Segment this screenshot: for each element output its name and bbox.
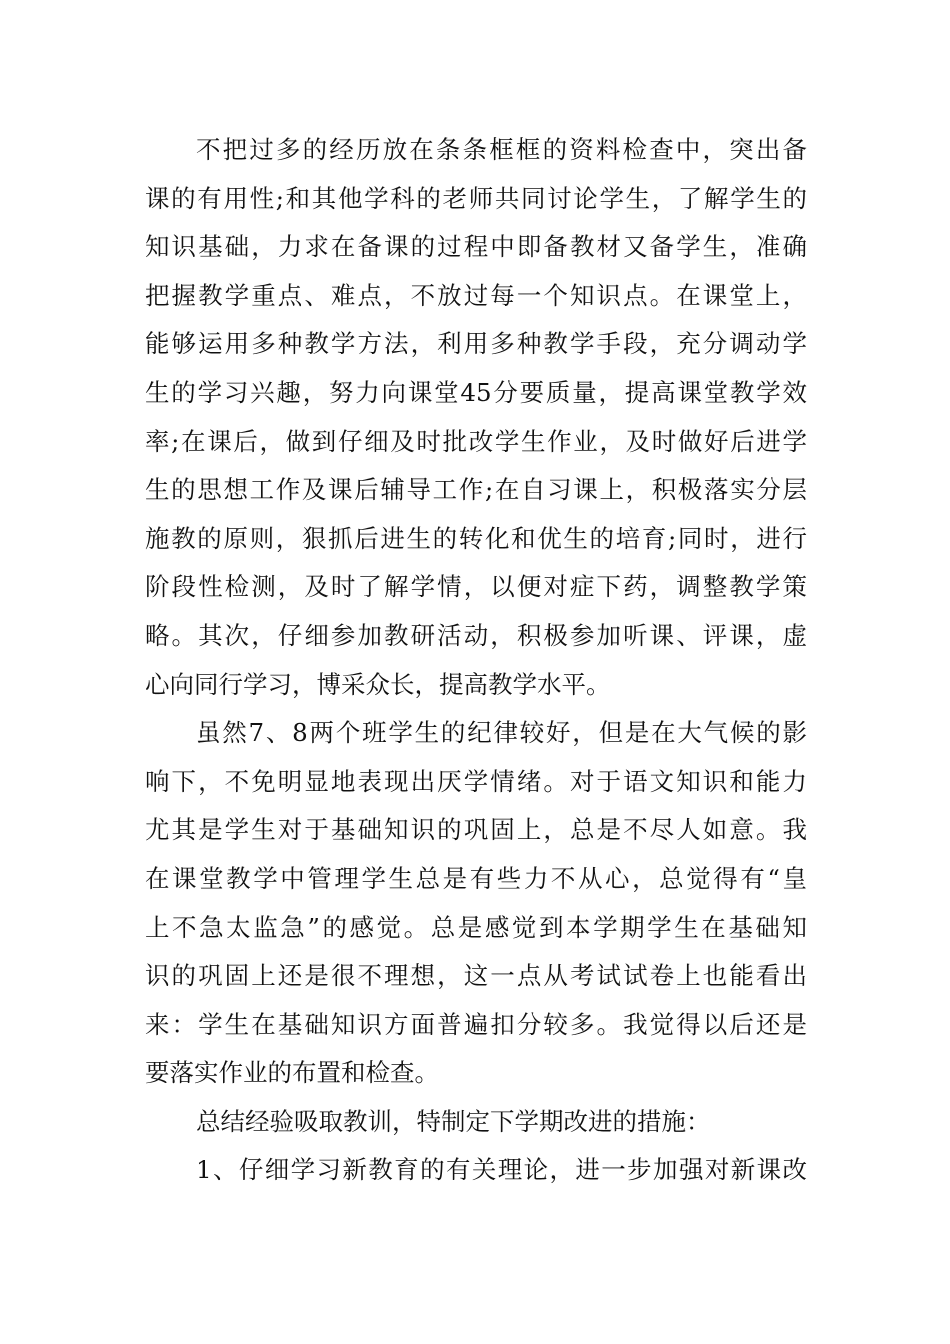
paragraph-1-line-10: 阶段性检测，及时了解学情，以便对症下药，调整教学策: [145, 572, 807, 602]
paragraph-2-line-1: 虽然7、8两个班学生的纪律较好，但是在大气候的影: [196, 718, 807, 748]
body-text: [145, 126, 807, 1195]
paragraph-1-line-7: 率;在课后，做到仔细及时批改学生作业，及时做好后进学: [145, 426, 807, 456]
paragraph-2-line-5: 上不急太监急”的感觉。总是感觉到本学期学生在基础知: [145, 912, 807, 942]
paragraph-2-line-6: 识的巩固上还是很不理想，这一点从考试试卷上也能看出: [145, 961, 807, 991]
paragraph-1-line-3: 知识基础，力求在备课的过程中即备教材又备学生，准确: [145, 232, 807, 262]
paragraph-4-line-1: 1、仔细学习新教育的有关理论，进一步加强对新课改: [196, 1155, 807, 1185]
paragraph-1-line-2: 课的有用性;和其他学科的老师共同讨论学生，了解学生的: [145, 183, 807, 213]
paragraph-1-line-12: 心向同行学习，博采众长，提高教学水平。: [145, 669, 611, 699]
paragraph-2-line-3: 尤其是学生对于基础知识的巩固上，总是不尽人如意。我: [145, 815, 807, 845]
paragraph-1-line-11: 略。其次，仔细参加教研活动，积极参加听课、评课，虚: [145, 620, 807, 650]
paragraph-1-line-8: 生的思想工作及课后辅导工作;在自习课上，积极落实分层: [145, 475, 807, 505]
paragraph-1-line-5: 能够运用多种教学方法，利用多种教学手段，充分调动学: [145, 329, 807, 359]
paragraph-1-line-6: 生的学习兴趣，努力向课堂45分要质量，提高课堂教学效: [145, 377, 807, 407]
paragraph-2-line-7: 来：学生在基础知识方面普遍扣分较多。我觉得以后还是: [145, 1009, 807, 1039]
paragraph-2-line-4: 在课堂教学中管理学生总是有些力不从心，总觉得有“皇: [145, 863, 807, 893]
paragraph-1-line-9: 施教的原则，狠抓后进生的转化和优生的培育;同时，进行: [145, 523, 807, 553]
paragraph-2-line-8: 要落实作业的布置和检查。: [145, 1058, 439, 1088]
paragraph-1-line-4: 把握教学重点、难点，不放过每一个知识点。在课堂上，: [145, 280, 807, 310]
paragraph-3-line-1: 总结经验吸取教训，特制定下学期改进的措施：: [196, 1106, 711, 1136]
paragraph-2-line-2: 响下，不免明显地表现出厌学情绪。对于语文知识和能力: [145, 766, 807, 796]
paragraph-1-line-1: 不把过多的经历放在条条框框的资料检查中，突出备: [196, 135, 807, 164]
